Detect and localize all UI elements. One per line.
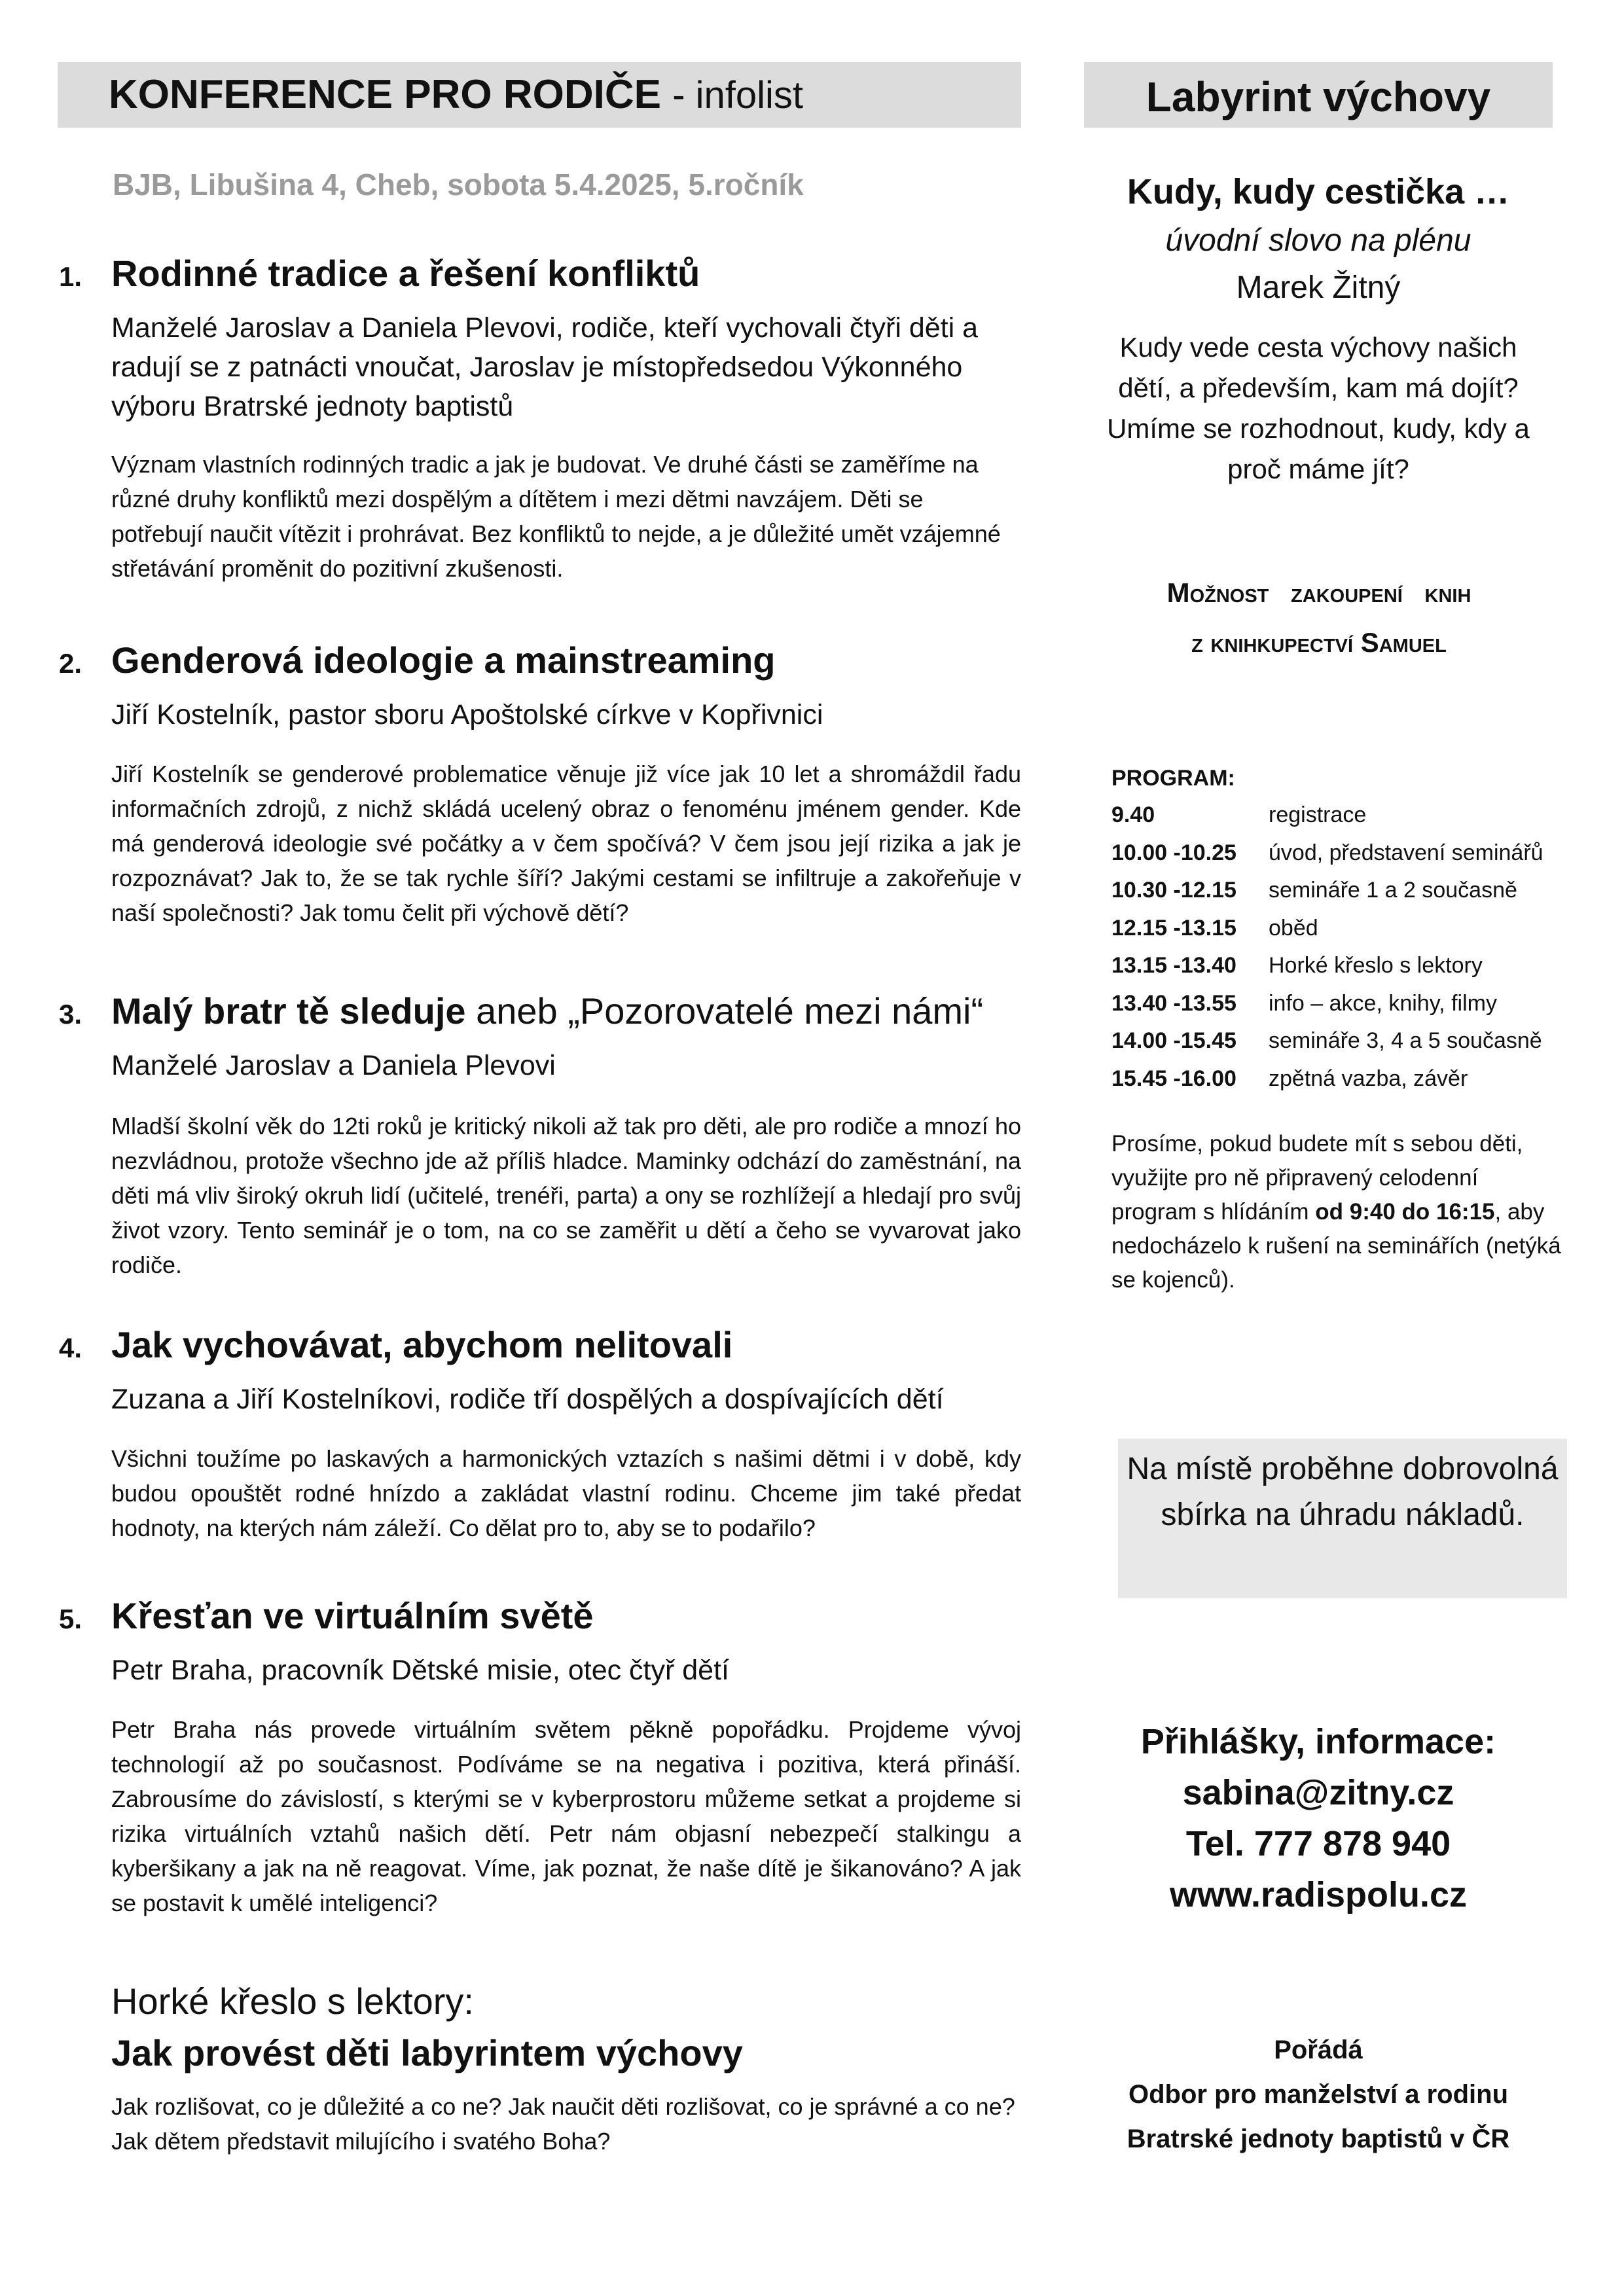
theme-title: Labyrint výchovy	[1146, 73, 1491, 120]
program-time: 15.45 -16.00	[1111, 1066, 1236, 1091]
organizer-label: Pořádá	[1274, 2036, 1363, 2064]
session-description: Význam vlastních rodinných tradic a jak je budovat. Ve druhé části se zaměříme na různé druhy konfliktů mezi dospělým a dítětem i mezi dětmi navzájem. Děti se potřebují naučit vítězit i prohrávat. Bez konfliktů to nejde, a je důležité umět vzájemné střetávání proměnit do pozitivní zkušenosti.	[111, 451, 1001, 582]
session-speakers: Manželé Jaroslav a Daniela Plevovi, rodiče, kteří vychovali čtyři děti a radují se z patnácti vnoučat, Jaroslav je místopředsedou Výkonného výboru Bratrské jednoty baptistů	[111, 312, 979, 422]
program-time: 14.00 -15.45	[1111, 1028, 1236, 1054]
contact-website[interactable]: www.radispolu.cz	[1169, 1875, 1468, 1914]
session-title: Genderová ideologie a mainstreaming	[111, 639, 776, 681]
session-description: Všichni toužíme po laskavých a harmonických vztazích s našimi dětmi i v době, kdy budou opouštět rodné hnízdo a zakládat vlastní rodinu. Chceme jim také předat hodnoty, na kterých nám záleží. Co dělat pro to, aby se to podařilo?	[111, 1445, 1021, 1541]
collection-notice: Na místě proběhne dobrovolná sbírka na úhradu nákladů.	[1118, 1439, 1567, 1598]
page-title	[109, 71, 803, 118]
program-row	[1111, 1022, 1570, 1060]
contact-email[interactable]: sabina@zitny.cz	[1182, 1773, 1454, 1812]
intro-speaker: Marek Žitný	[1236, 270, 1401, 305]
organizer-line-1: Odbor pro manželství a rodinu	[1128, 2080, 1509, 2109]
program-row	[1111, 797, 1570, 834]
session-description: Petr Braha nás provede virtuálním světem pěkně popořádku. Projdeme vývoj technologií až po současnost. Podíváme se na negativa i pozitiva, která přináší. Zabrousíme do závislostí, s kterými se v kyberprostoru můžeme setkat a projdeme si rizika virtuálních vztahů našich dětí. Petr nám objasní nebezpečí stalkingu a kyberšikany a jak na ně reagovat. Víme, jak poznat, že naše dítě je šikanováno? A jak se postavit k umělé inteligenci?	[111, 1716, 1021, 1916]
session-description: Jiří Kostelník se genderové problematice věnuje již více jak 10 let a shromáždil řadu informačních zdrojů, z nichž skládá ucelený obraz o fenoménu jménem gender. Kde má genderová ideologie své počátky a v čem spočívá? V čem jsou její rizika a jak je rozpoznávat? Jak to, že se tak rychle šíří? Jakými cestami se infiltruje a zakořeňuje v naší společnosti? Jak tomu čelit při výchově dětí?	[111, 761, 1021, 926]
session-speakers: Manželé Jaroslav a Daniela Plevovi	[111, 1050, 556, 1081]
session-number: 5.	[59, 1604, 82, 1634]
program-time: 13.40 -13.55	[1111, 990, 1236, 1016]
title-bar	[58, 62, 1021, 128]
program-time: 10.00 -10.25	[1111, 840, 1236, 865]
program-row	[1111, 947, 1570, 985]
conference-title: KONFERENCE PRO RODIČE	[109, 72, 661, 117]
session-title-suffix: aneb „Pozorovatelé mezi námi“	[465, 990, 984, 1031]
session-speakers: Jiří Kostelník, pastor sboru Apoštolské církve v Kopřivnici	[111, 699, 823, 730]
childcare-note-text-end: , aby nedocházelo k rušení na seminářích (netýká se kojenců).	[1111, 1199, 1561, 1293]
conference-subtitle: - infolist	[672, 74, 804, 117]
program-row	[1111, 985, 1570, 1023]
session-title	[111, 990, 983, 1032]
session-number: 4.	[59, 1333, 82, 1363]
program-row	[1111, 872, 1570, 910]
session-title: Rodinné tradice a řešení konfliktů	[111, 253, 700, 294]
intro-question: Kudy vede cesta výchovy našich dětí, a především, kam má dojít? Umíme se rozhodnout, kudy, kdy a proč máme jít?	[1107, 332, 1530, 484]
intro-title: Kudy, kudy cestička …	[1127, 172, 1510, 211]
program-time: 9.40	[1111, 802, 1155, 828]
books-line-1: Možnost zakoupení knih	[1166, 577, 1471, 608]
program-time: 13.15 -13.40	[1111, 953, 1236, 978]
program-row	[1111, 1060, 1570, 1098]
program-activity: zpětná vazba, závěr	[1269, 1066, 1468, 1091]
program-activity: oběd	[1269, 915, 1318, 941]
program-time: 10.30 -12.15	[1111, 878, 1236, 903]
session-title-main: Malý bratr tě sleduje	[111, 990, 466, 1031]
books-line-2: z knihkupectví Samuel	[1191, 627, 1447, 658]
session-speakers: Petr Braha, pracovník Dětské misie, otec čtyř dětí	[111, 1655, 729, 1686]
session-speakers: Zuzana a Jiří Kostelníkovi, rodiče tří dospělých a dospívajících dětí	[111, 1384, 944, 1415]
contact-phone: Tel. 777 878 940	[1185, 1824, 1451, 1863]
program-schedule	[1111, 766, 1570, 1098]
program-activity: semináře 3, 4 a 5 současně	[1269, 1028, 1542, 1054]
session-number: 2.	[59, 648, 82, 679]
program-heading: PROGRAM:	[1111, 766, 1235, 791]
organizer-line-2: Bratrské jednoty baptistů v ČR	[1127, 2125, 1510, 2153]
books-notice	[1074, 568, 1564, 668]
program-activity: registrace	[1269, 802, 1367, 828]
session-title: Křesťan ve virtuálním světě	[111, 1595, 594, 1636]
program-row	[1111, 834, 1570, 872]
childcare-note	[1111, 1127, 1570, 1297]
organizer-block	[1084, 2028, 1553, 2161]
program-row	[1111, 910, 1570, 948]
session-number: 3.	[59, 999, 82, 1030]
intro-subtitle: úvodní slovo na plénu	[1165, 223, 1471, 258]
hot-seat-title: Jak provést děti labyrintem výchovy	[111, 2032, 743, 2073]
childcare-note-text: Prosíme, pokud budete mít s sebou děti, využijte pro ně připravený celodenní program s hlídáním	[1111, 1131, 1523, 1225]
program-activity: úvod, představení seminářů	[1269, 840, 1543, 865]
program-activity: semináře 1 a 2 současně	[1269, 878, 1517, 903]
childcare-hours: od 9:40 do 16:15	[1315, 1199, 1495, 1225]
theme-bar	[1084, 62, 1553, 128]
program-activity: info – akce, knihy, filmy	[1269, 990, 1497, 1016]
hot-seat-label: Horké křeslo s lektory:	[111, 1981, 474, 2022]
venue-line: BJB, Libušina 4, Cheb, sobota 5.4.2025, 5.ročník	[113, 168, 804, 202]
contact-heading: Přihlášky, informace:	[1140, 1722, 1496, 1761]
program-activity: Horké křeslo s lektory	[1269, 953, 1483, 978]
session-title: Jak vychovávat, abychom nelitovali	[111, 1324, 733, 1365]
contact-block	[1084, 1716, 1553, 1920]
hot-seat-description: Jak rozlišovat, co je důležité a co ne? Jak naučit děti rozlišovat, co je správné a co ne? Jak dětem představit milujícího i svatého Boha?	[111, 2093, 1015, 2155]
session-number: 1.	[59, 261, 82, 292]
program-time: 12.15 -13.15	[1111, 915, 1236, 941]
session-description: Mladší školní věk do 12ti roků je kritický nikoli až tak pro děti, ale pro rodiče a mnozí ho nezvládnou, protože všechno jde až příliš hladce. Maminky odchází do zaměstnání, na děti má vliv široký okruh lidí (učitelé, trenéři, parta) a ony se rozhlížejí a hledají pro svůj život vzory. Tento seminář je o tom, na co se zaměřit u dětí a čeho se vyvarovat jako rodiče.	[111, 1113, 1021, 1278]
